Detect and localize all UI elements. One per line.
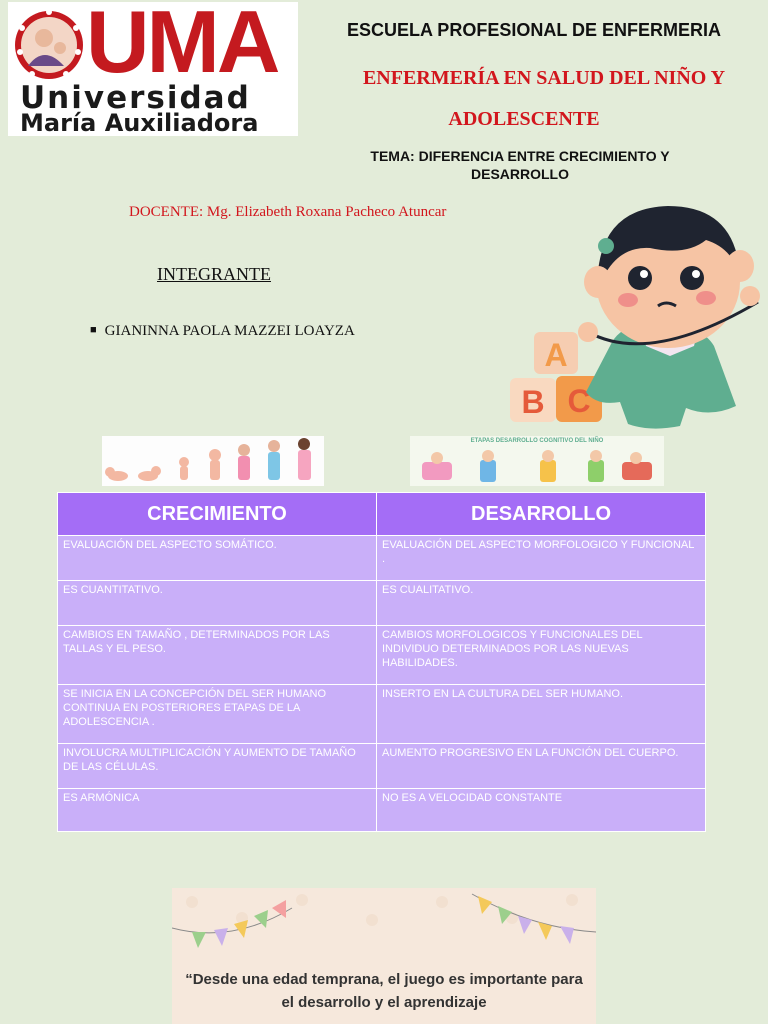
svg-text:A: A: [544, 337, 568, 373]
table-row: [58, 581, 706, 626]
course-title-line2: ADOLESCENTE: [448, 108, 600, 130]
abc-blocks-icon: [510, 332, 602, 422]
member-name: GIANINNA PAOLA MAZZEI LOAYZA: [104, 323, 355, 339]
table-cell: ES ARMÓNICA: [58, 789, 377, 832]
bunting-icon: [172, 888, 596, 958]
quote-card: [172, 888, 596, 1024]
members-heading: INTEGRANTE: [157, 264, 271, 284]
table-row: [58, 789, 706, 832]
table-cell: NO ES A VELOCIDAD CONSTANTE: [377, 789, 706, 832]
logo-line2: María Auxiliadora: [20, 109, 259, 137]
table-cell: EVALUACIÓN DEL ASPECTO MORFOLOGICO Y FUNCIONAL .: [377, 536, 706, 581]
header-desarrollo: DESARROLLO: [377, 493, 706, 536]
member-item: [90, 323, 355, 340]
table-cell: CAMBIOS EN TAMAÑO , DETERMINADOS POR LAS TALLAS Y EL PESO.: [58, 626, 377, 685]
cognitive-stages-image: [410, 436, 664, 486]
crest-icon: [14, 8, 84, 82]
svg-text:C: C: [567, 383, 591, 419]
table-cell: SE INICIA EN LA CONCEPCIÓN DEL SER HUMANO CONTINUA EN POSTERIORES ETAPAS DE LA ADOLESCENCIA .: [58, 685, 377, 744]
school-name: ESCUELA PROFESIONAL DE ENFERMERIA: [346, 20, 722, 40]
table-cell: ES CUALITATIVO.: [377, 581, 706, 626]
table-cell: ES CUANTITATIVO.: [58, 581, 377, 626]
child-illustration: [500, 196, 768, 432]
table-cell: EVALUACIÓN DEL ASPECTO SOMÁTICO.: [58, 536, 377, 581]
growth-stages-image: [102, 436, 324, 486]
quote-text: “Desde una edad temprana, el juego es importante para el desarrollo y el aprendizaje: [185, 971, 583, 1011]
table-cell: INSERTO EN LA CULTURA DEL SER HUMANO.: [377, 685, 706, 744]
table-row: [58, 626, 706, 685]
topic-title: TEMA: DIFERENCIA ENTRE CRECIMIENTO Y DESARROLLO: [370, 148, 670, 182]
table-row: [58, 685, 706, 744]
table-cell: AUMENTO PROGRESIVO EN LA FUNCIÓN DEL CUERPO.: [377, 744, 706, 789]
logo-line1: Universidad: [20, 80, 251, 116]
comparison-table: [57, 492, 706, 832]
teacher-name: DOCENTE: Mg. Elizabeth Roxana Pacheco Atuncar: [129, 204, 447, 220]
header-crecimiento: CRECIMIENTO: [58, 493, 377, 536]
table-row: [58, 744, 706, 789]
course-title-line1: ENFERMERÍA EN SALUD DEL NIÑO Y: [362, 67, 726, 89]
svg-text:B: B: [521, 384, 545, 420]
table-cell: CAMBIOS MORFOLOGICOS Y FUNCIONALES DEL INDIVIDUO DETERMINADOS POR LAS NUEVAS HABILIDADES.: [377, 626, 706, 685]
logo-abbrev: UMA: [86, 0, 278, 91]
children-row-icon: [410, 448, 664, 486]
table-cell: INVOLUCRA MULTIPLICACIÓN Y AUMENTO DE TAMAÑO DE LAS CÉLULAS.: [58, 744, 377, 789]
table-row: [58, 536, 706, 581]
bullet-icon: ■: [90, 324, 97, 336]
table-header-row: [58, 493, 706, 536]
cognitive-stages-caption: ETAPAS DESARROLLO COGNITIVO DEL NIÑO: [470, 438, 604, 444]
university-logo: [8, 2, 298, 136]
